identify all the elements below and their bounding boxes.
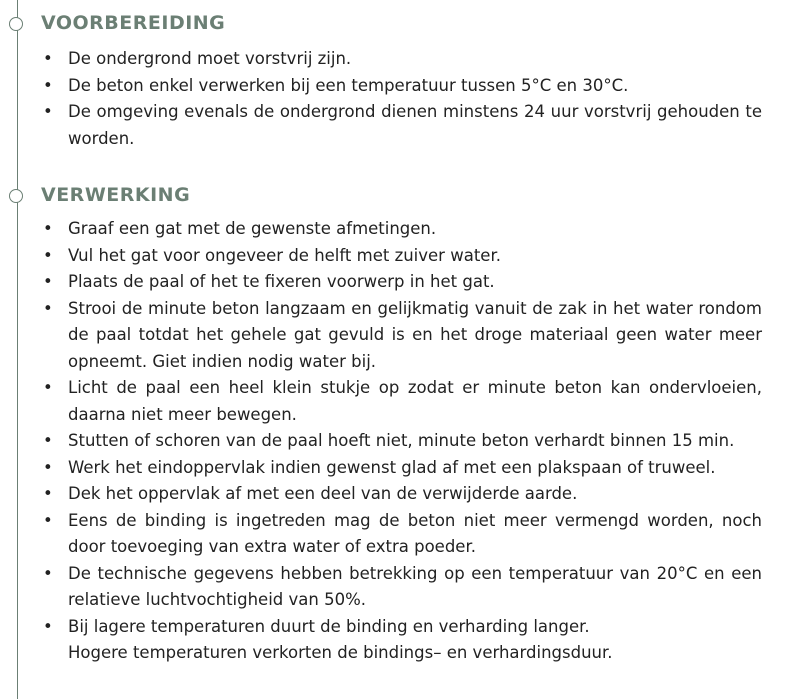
list-item: • Plaats de paal of het te fixeren voorwerp in het gat. (0, 269, 796, 296)
list-item: • Werk het eindoppervlak indien gewenst glad af met een plakspaan of truweel. (0, 455, 796, 482)
continuation-line: Hogere temperaturen verkorten de bindings– en verhardingsduur. (68, 643, 613, 662)
bullet-icon: • (43, 272, 53, 291)
bullet-icon: • (43, 245, 53, 265)
list-item: • De technische gegevens hebben betrekking op een temperatuur van 20°C en een relatieve luchtvochtigheid van 50%. (0, 561, 796, 614)
bullet-icon: • (43, 484, 53, 503)
bullet-icon: • (43, 378, 53, 397)
section-heading-row (0, 182, 796, 210)
timeline-circle-icon (9, 17, 23, 31)
bullet-icon: • (43, 49, 53, 68)
list-item: • De beton enkel verwerken bij een temperatuur tussen 5°C en 30°C. (0, 73, 796, 100)
list-item: • Graaf een gat met de gewenste afmetingen. (0, 216, 796, 243)
section-heading: VERWERKING (41, 184, 191, 206)
list-item: • Strooi de minute beton langzaam en gelijkmatig vanuit de zak in het water rondom de paal totdat het gehele gat gevuld is en het droge materiaal geen water meer opneemt. Giet indien nodig water bij. (0, 296, 796, 376)
list-item: • Licht de paal een heel klein stukje op zodat er minute beton kan ondervloeien, daarna niet meer bewegen. (0, 375, 796, 428)
list-item: • Bij lagere temperaturen duurt de binding en verharding langer. Hogere temperaturen verkorten de bindings– en verhardingsduur. (0, 614, 796, 667)
list-item: • Vul het gat voor ongeveer de helft met zuiver water. (0, 243, 796, 270)
bullet-icon: • (43, 298, 53, 318)
bullet-icon: • (43, 219, 53, 238)
list-item: • Dek het oppervlak af met een deel van de verwijderde aarde. (0, 481, 796, 508)
bullet-icon: • (43, 510, 53, 530)
bullet-icon: • (43, 616, 53, 636)
bullet-icon: • (43, 457, 53, 477)
section-heading-row (0, 10, 796, 38)
bullet-icon: • (43, 75, 53, 95)
section-heading: VOORBEREIDING (41, 12, 226, 34)
section-verwerking (0, 182, 796, 667)
section-voorbereiding (0, 10, 796, 152)
list-item: • De omgeving evenals de ondergrond dienen minstens 24 uur vorstvrij gehouden te worden. (0, 99, 796, 152)
bullet-list (0, 216, 796, 667)
bullet-list (0, 46, 796, 152)
list-item: • De ondergrond moet vorstvrij zijn. (0, 46, 796, 73)
list-item: • Eens de binding is ingetreden mag de beton niet meer vermengd worden, noch door toevoeging van extra water of extra poeder. (0, 508, 796, 561)
bullet-icon: • (43, 102, 53, 121)
timeline-circle-icon (9, 189, 23, 203)
bullet-icon: • (43, 431, 53, 450)
list-item: • Stutten of schoren van de paal hoeft niet, minute beton verhardt binnen 15 min. (0, 428, 796, 455)
bullet-icon: • (43, 563, 53, 583)
